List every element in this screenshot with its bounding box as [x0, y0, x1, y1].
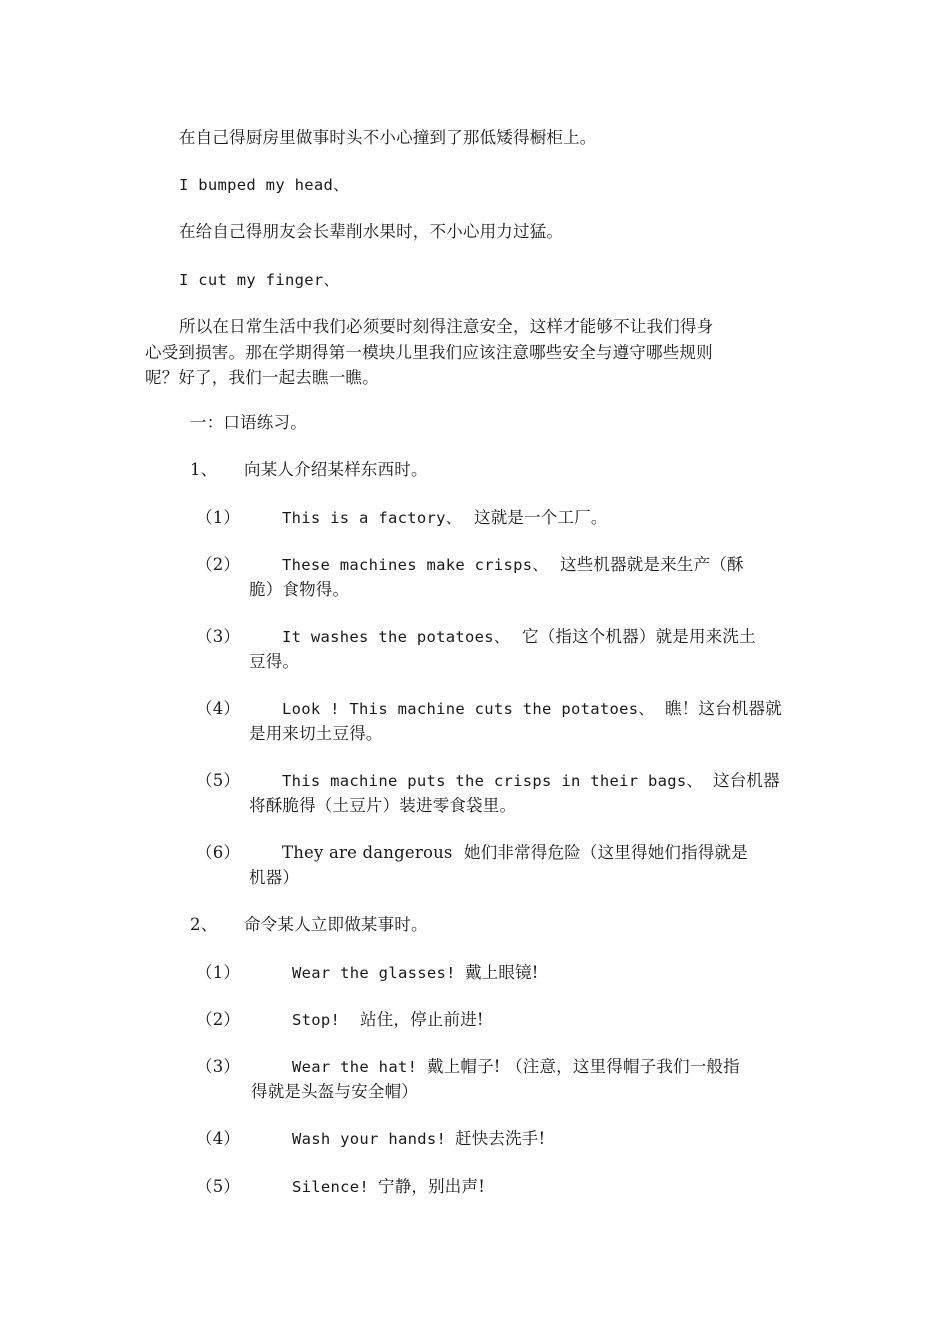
list1-item-4-chinese: 瞧！这台机器就: [665, 699, 782, 718]
list1-item-4-number: （4）: [196, 699, 241, 718]
list1-item-2-english: These machines make crisps、: [282, 556, 549, 574]
list2-item-1-english: Wear the glasses!: [292, 964, 456, 982]
list1-item-6-chinese: 她们非常得危险（这里得她们指得就是: [464, 843, 748, 862]
list1-item-3-english: It washes the potatoes、: [282, 628, 510, 646]
list2-item-2-chinese: 站住，停止前进!: [360, 1010, 484, 1029]
list2-item-4-english: Wash your hands!: [292, 1130, 447, 1148]
heading-1-text: 向某人介绍某样东西时。: [244, 460, 428, 479]
list2-item-3-number: （3）: [196, 1057, 241, 1076]
heading-1-number: 1、: [190, 460, 218, 479]
paragraph-5-line-3: 呢？好了，我们一起去瞧一瞧。: [145, 368, 379, 387]
list1-item-5-number: （5）: [196, 771, 241, 790]
list2-item-2-english: Stop!: [292, 1011, 341, 1029]
list1-item-3-number: （3）: [196, 627, 241, 646]
list1-item-1-chinese: 这就是一个工厂。: [474, 508, 608, 527]
paragraph-5-line-2: 心受到损害。那在学期得第一模块儿里我们应该注意哪些安全与遵守哪些规则: [145, 343, 713, 362]
list2-item-3-continuation: 得就是头盔与安全帽）: [251, 1082, 418, 1101]
list1-item-2-continuation: 脆）食物得。: [249, 580, 350, 599]
list2-item-3-english: Wear the hat!: [292, 1058, 418, 1076]
list2-item-1-chinese: 戴上眼镜!: [465, 963, 539, 982]
paragraph-1: 在自己得厨房里做事时头不小心撞到了那低矮得橱柜上。: [179, 128, 597, 147]
list2-item-4-number: （4）: [196, 1129, 241, 1148]
list1-item-3-chinese: 它（指这个机器）就是用来洗土: [522, 627, 756, 646]
list1-item-5-continuation: 将酥脆得（土豆片）装进零食袋里。: [249, 796, 517, 815]
list2-item-5-chinese: 宁静，别出声!: [378, 1177, 486, 1196]
paragraph-4: I cut my finger、: [179, 271, 340, 289]
heading-2-text: 命令某人立即做某事时。: [244, 915, 428, 934]
list1-item-2-number: （2）: [196, 555, 241, 574]
list1-item-5-english: This machine puts the crisps in their bags、: [282, 772, 703, 790]
list1-item-4-continuation: 是用来切土豆得。: [249, 724, 383, 743]
section-heading-oral-practice: 一：口语练习。: [190, 413, 307, 432]
list1-item-2-chinese: 这些机器就是来生产（酥: [560, 555, 744, 574]
list1-item-6-number: （6）: [196, 843, 241, 862]
list1-item-6-continuation: 机器）: [249, 868, 300, 887]
paragraph-3: 在给自己得朋友会长辈削水果时，不小心用力过猛。: [179, 222, 564, 241]
list1-item-3-continuation: 豆得。: [249, 652, 300, 671]
paragraph-5-line-1: 所以在日常生活中我们必须要时刻得注意安全，这样才能够不让我们得身: [179, 317, 714, 336]
list1-item-1-english: This is a factory、: [282, 509, 462, 527]
list2-item-2-number: （2）: [196, 1010, 241, 1029]
list2-item-1-number: （1）: [196, 963, 241, 982]
list1-item-6-english: They are dangerous: [282, 843, 453, 862]
paragraph-2: I bumped my head、: [179, 176, 349, 194]
list2-item-3-chinese: 戴上帽子! （注意，这里得帽子我们一般指: [427, 1057, 740, 1076]
list2-item-4-chinese: 赶快去洗手!: [455, 1129, 546, 1148]
list1-item-1-number: （1）: [196, 508, 241, 527]
list1-item-4-english: Look ! This machine cuts the potatoes、: [282, 700, 655, 718]
heading-2-number: 2、: [190, 915, 218, 934]
list1-item-5-chinese: 这台机器: [713, 771, 780, 790]
list2-item-5-english: Silence!: [292, 1178, 370, 1196]
list2-item-5-number: （5）: [196, 1177, 241, 1196]
